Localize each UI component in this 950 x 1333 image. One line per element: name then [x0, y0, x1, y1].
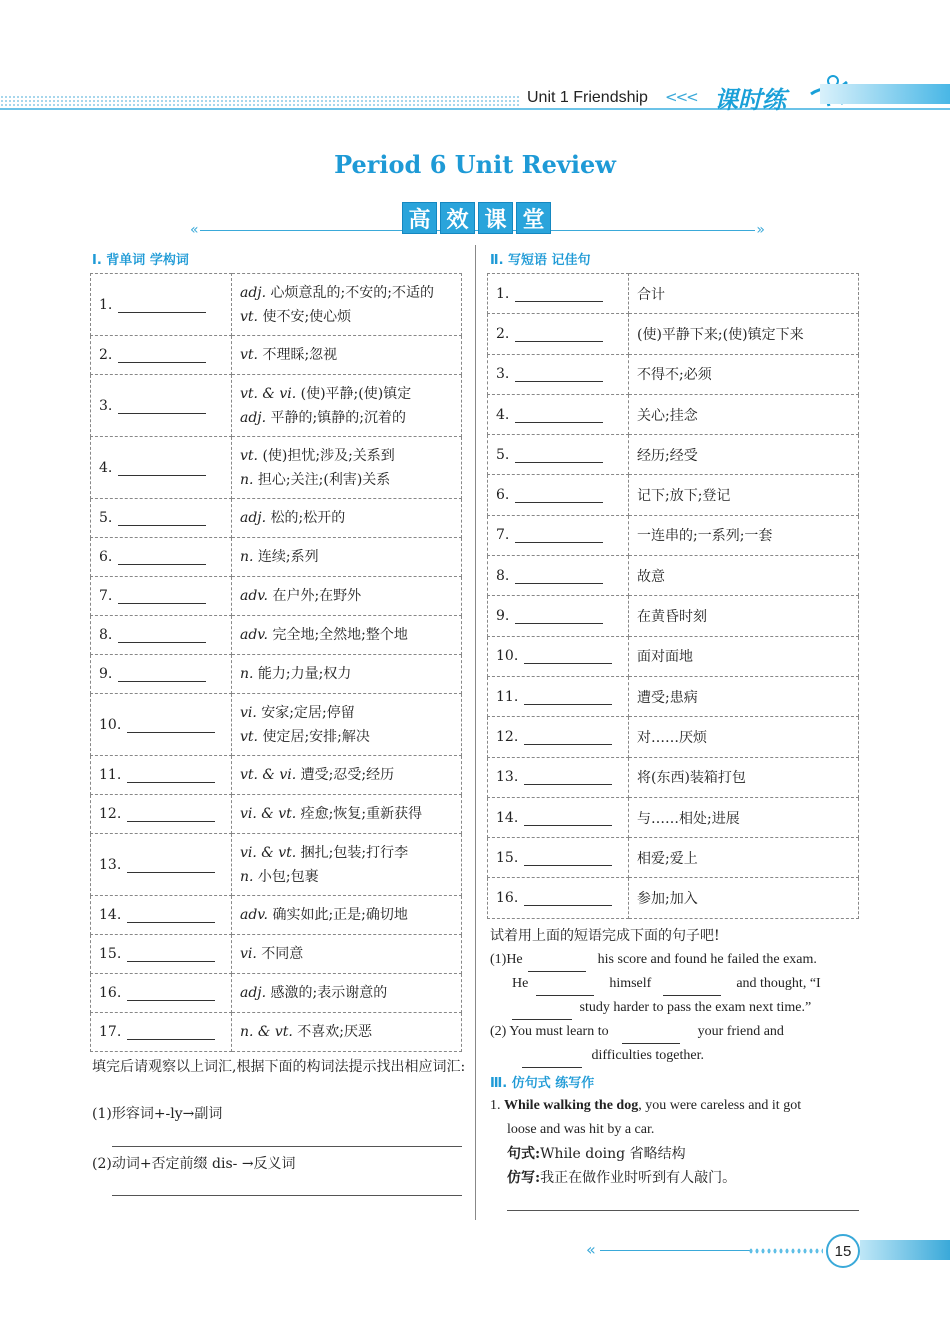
- part-of-speech: adj.: [240, 409, 267, 426]
- fill-blank[interactable]: [524, 649, 612, 664]
- part-of-speech: vt.: [240, 308, 258, 325]
- fill-blank[interactable]: [524, 770, 612, 785]
- part-of-speech: adj.: [240, 985, 267, 1001]
- answer-line-3: [507, 1210, 859, 1211]
- model-rest: , you were careless and it got: [638, 1098, 802, 1113]
- definition-text: 确实如此;正是;确切地: [268, 907, 408, 923]
- vocab-number: 6.: [99, 549, 113, 565]
- vocab-definition-cell: [232, 974, 462, 1013]
- banner-char: 效: [440, 202, 475, 234]
- phrase-number: 12.: [496, 728, 519, 745]
- vocab-definition-cell: [232, 655, 462, 694]
- vocab-answer-cell: [91, 1013, 232, 1052]
- vocab-definition-cell: [232, 1013, 462, 1052]
- phrase-row: [488, 838, 859, 878]
- phrase-answer-cell: [488, 435, 629, 475]
- double-chevron-left-icon: «: [586, 1240, 596, 1259]
- phrase-row: [488, 556, 859, 596]
- vocab-row: [91, 834, 462, 896]
- definition-text: 不喜欢;厌恶: [292, 1024, 372, 1040]
- definition-text: 不理睬;忽视: [258, 347, 338, 363]
- vocab-answer-cell: [91, 655, 232, 694]
- vocab-number: 13.: [99, 856, 122, 873]
- phrase-answer-cell: [488, 515, 629, 555]
- fill-blank[interactable]: [524, 891, 612, 906]
- phrase-answer-cell: [488, 556, 629, 596]
- sentence-text: his score and found he failed the exam.: [597, 952, 817, 967]
- banner-char: 堂: [516, 202, 551, 234]
- sentence-text: He: [512, 976, 529, 991]
- vocab-answer-cell: [91, 437, 232, 499]
- definition-line: [240, 305, 453, 329]
- phrase-meaning: 参加;加入: [629, 878, 859, 918]
- definition-line: [240, 584, 453, 608]
- vocab-number: 17.: [99, 1024, 122, 1040]
- phrase-answer-cell: [488, 354, 629, 394]
- phrase-number: 6.: [496, 487, 510, 504]
- footer-rule: [600, 1250, 750, 1251]
- word-formation-note: 填完后请观察以上词汇,根据下面的构词法提示找出相应词汇:: [92, 1059, 466, 1075]
- definition-text: 遭受;忍受;经历: [296, 767, 395, 783]
- definition-line: [240, 725, 453, 749]
- vocab-definition-cell: [232, 577, 462, 616]
- definition-line: [240, 942, 453, 966]
- vocab-answer-cell: [91, 616, 232, 655]
- vocab-definition-cell: [232, 375, 462, 437]
- vocab-row: [91, 935, 462, 974]
- definition-line: [240, 406, 453, 430]
- part-of-speech: adv.: [240, 588, 269, 604]
- part-of-speech: n.: [240, 549, 254, 565]
- vocab-number: 7.: [99, 588, 113, 604]
- phrase-row: [488, 676, 859, 716]
- part-of-speech: vt.: [240, 347, 258, 363]
- vocab-number: 2.: [99, 347, 113, 363]
- vocab-number: 9.: [99, 666, 113, 682]
- vocab-answer-cell: [91, 694, 232, 756]
- phrase-number: 1.: [496, 285, 510, 302]
- fill-blank[interactable]: [118, 628, 206, 643]
- footer-dot-pattern: [748, 1246, 823, 1256]
- phrase-number: 16.: [496, 890, 519, 907]
- phrase-answer-cell: [488, 274, 629, 314]
- fill-blank[interactable]: [515, 528, 603, 543]
- definition-line: [240, 903, 453, 927]
- definition-text: 感激的;表示谢意的: [266, 985, 388, 1001]
- definition-line: [240, 468, 453, 492]
- part-of-speech: n.: [240, 471, 254, 488]
- fill-blank[interactable]: [515, 408, 603, 423]
- fill-blank[interactable]: [622, 1029, 680, 1044]
- definition-line: [240, 802, 453, 826]
- part-of-speech: adj.: [240, 284, 267, 301]
- definition-line: [240, 343, 453, 367]
- fill-blank[interactable]: [127, 947, 215, 962]
- phrase-row: [488, 515, 859, 555]
- fill-blank[interactable]: [522, 1053, 582, 1068]
- phrase-row: [488, 636, 859, 676]
- vocab-row: [91, 694, 462, 756]
- phrase-answer-cell: [488, 838, 629, 878]
- phrase-row: [488, 354, 859, 394]
- fill-blank[interactable]: [127, 768, 215, 783]
- definition-line: [240, 506, 453, 530]
- vocab-answer-cell: [91, 756, 232, 795]
- phrase-row: [488, 878, 859, 918]
- page-title: Period 6 Unit Review: [334, 150, 616, 179]
- vocab-definition-cell: [232, 538, 462, 577]
- phrase-meaning: 一连串的;一系列;一套: [629, 515, 859, 555]
- phrase-answer-cell: [488, 797, 629, 837]
- vocab-number: 3.: [99, 397, 113, 414]
- vocab-answer-cell: [91, 375, 232, 437]
- phrase-meaning: 对……厌烦: [629, 717, 859, 757]
- definition-line: [240, 841, 453, 865]
- phrase-meaning: 在黄昏时刻: [629, 596, 859, 636]
- vocab-number: 10.: [99, 716, 122, 733]
- part-of-speech: adv.: [240, 907, 269, 923]
- sentence-text: (2) You must learn to: [490, 1024, 609, 1039]
- vocab-row: [91, 756, 462, 795]
- sentence-text: your friend and: [697, 1024, 784, 1039]
- phrase-answer-cell: [488, 596, 629, 636]
- definition-line: [240, 865, 453, 889]
- vocab-number: 14.: [99, 907, 122, 923]
- phrase-meaning: 故意: [629, 556, 859, 596]
- sentence-1-line-2: [512, 972, 862, 996]
- pattern-label: 句式:: [507, 1146, 541, 1162]
- vocab-answer-cell: [91, 336, 232, 375]
- double-chevron-right-icon: »: [756, 222, 765, 238]
- phrase-row: [488, 757, 859, 797]
- phrase-number: 4.: [496, 406, 510, 423]
- section-1-heading: Ⅰ. 背单词 学构词: [92, 253, 189, 268]
- definition-line: [240, 763, 453, 787]
- answer-line-2: [112, 1195, 462, 1196]
- phrase-meaning: 合计: [629, 274, 859, 314]
- fill-blank[interactable]: [524, 690, 612, 705]
- definition-text: 能力;力量;权力: [253, 666, 352, 682]
- phrase-row: [488, 797, 859, 837]
- fill-blank[interactable]: [515, 327, 603, 342]
- banner-char: 高: [402, 202, 437, 234]
- phrase-table: [487, 273, 859, 919]
- phrase-row: [488, 274, 859, 314]
- header-dot-pattern: [0, 95, 520, 107]
- sentence-2-line-1: [490, 1020, 862, 1044]
- phrase-number: 8.: [496, 567, 510, 584]
- fill-blank[interactable]: [528, 957, 586, 972]
- phrase-row: [488, 435, 859, 475]
- definition-line: [240, 545, 453, 569]
- phrase-number: 5.: [496, 446, 510, 463]
- phrase-answer-cell: [488, 636, 629, 676]
- model-sentence-line-2: loose and was hit by a car.: [507, 1122, 655, 1137]
- vocab-number: 5.: [99, 510, 113, 526]
- definition-text: 痊愈;恢复;重新获得: [296, 806, 423, 822]
- sentence-1-line-3: [512, 996, 862, 1020]
- definition-text: 不同意: [256, 946, 304, 962]
- imitate-label: 仿写:: [507, 1170, 541, 1186]
- phrase-answer-cell: [488, 676, 629, 716]
- phrase-answer-cell: [488, 757, 629, 797]
- fill-blank[interactable]: [118, 667, 206, 682]
- model-sentence-line-1: [490, 1094, 862, 1118]
- part-of-speech: vt.: [240, 447, 258, 464]
- vocab-number: 12.: [99, 806, 122, 822]
- phrase-meaning: 相爱;爱上: [629, 838, 859, 878]
- definition-text: 连续;系列: [253, 549, 319, 565]
- vocab-number: 1.: [99, 296, 113, 313]
- fill-blank[interactable]: [127, 986, 215, 1001]
- definition-text: 使不安;使心烦: [258, 308, 352, 325]
- vocab-row: [91, 499, 462, 538]
- definition-line: [240, 981, 453, 1005]
- fill-blank[interactable]: [512, 1005, 572, 1020]
- fill-blank[interactable]: [127, 908, 215, 923]
- vocab-row: [91, 274, 462, 336]
- phrase-meaning: 记下;放下;登记: [629, 475, 859, 515]
- phrase-answer-cell: [488, 878, 629, 918]
- footer-gradient-strip: [860, 1240, 950, 1260]
- fill-blank[interactable]: [515, 488, 603, 503]
- phrase-number: 15.: [496, 849, 519, 866]
- fill-blank[interactable]: [515, 609, 603, 624]
- phrase-answer-cell: [488, 394, 629, 434]
- fill-blank[interactable]: [524, 811, 612, 826]
- vocab-definition-cell: [232, 437, 462, 499]
- double-chevron-left-icon: «: [190, 222, 199, 238]
- vocab-answer-cell: [91, 974, 232, 1013]
- definition-text: 使定居;安排;解决: [258, 728, 370, 745]
- section-3-heading: Ⅲ. 仿句式 练写作: [490, 1076, 595, 1091]
- phrase-meaning: (使)平静下来;(使)镇定下来: [629, 314, 859, 354]
- fill-blank[interactable]: [127, 858, 215, 873]
- vocab-row: [91, 336, 462, 375]
- fill-blank[interactable]: [127, 807, 215, 822]
- sentence-1-line-1: [490, 948, 860, 972]
- definition-line: [240, 662, 453, 686]
- definition-text: (使)平静;(使)镇定: [296, 385, 412, 402]
- vocab-number: 11.: [99, 767, 122, 783]
- vocabulary-table: [90, 273, 462, 1052]
- model-phrase: While walking the dog: [504, 1098, 639, 1113]
- phrase-number: 13.: [496, 769, 519, 786]
- phrase-number: 7.: [496, 527, 510, 544]
- definition-text: 担心;关注;(利害)关系: [253, 471, 391, 488]
- definition-text: 完全地;全然地;整个地: [268, 627, 408, 643]
- phrase-number: 3.: [496, 366, 510, 383]
- exercise-prompt: 试着用上面的短语完成下面的句子吧!: [490, 928, 720, 944]
- fill-blank[interactable]: [127, 718, 215, 733]
- fill-blank[interactable]: [524, 730, 612, 745]
- fill-blank[interactable]: [118, 348, 206, 363]
- sentence-text: study harder to pass the exam next time.”: [579, 1000, 812, 1015]
- fill-blank[interactable]: [515, 367, 603, 382]
- pattern-line: [507, 1142, 686, 1166]
- part-of-speech: n.: [240, 868, 254, 885]
- vocab-answer-cell: [91, 274, 232, 336]
- sentence-text: difficulties together.: [591, 1048, 704, 1063]
- vocab-number: 8.: [99, 627, 113, 643]
- phrase-number: 10.: [496, 648, 519, 665]
- fill-blank[interactable]: [118, 461, 206, 476]
- rule-antonym: (2)动词+否定前缀 dis- →反义词: [92, 1156, 296, 1172]
- column-divider: [475, 245, 476, 1220]
- phrase-answer-cell: [488, 475, 629, 515]
- phrase-row: [488, 475, 859, 515]
- unit-label: Unit 1 Friendship: [527, 89, 648, 106]
- vocab-row: [91, 616, 462, 655]
- phrase-meaning: 将(东西)装箱打包: [629, 757, 859, 797]
- phrase-number: 9.: [496, 608, 510, 625]
- answer-line-1: [112, 1146, 462, 1147]
- vocab-definition-cell: [232, 336, 462, 375]
- pattern-text: While doing 省略结构: [540, 1146, 686, 1162]
- item-number: 1.: [490, 1098, 501, 1113]
- fill-blank[interactable]: [524, 851, 612, 866]
- header-gradient-strip: [820, 84, 950, 104]
- phrase-number: 11.: [496, 688, 519, 705]
- vocab-answer-cell: [91, 896, 232, 935]
- phrase-number: 2.: [496, 325, 510, 342]
- vocab-number: 15.: [99, 946, 122, 962]
- definition-line: [240, 444, 453, 468]
- sentence-2-line-2: [522, 1044, 862, 1068]
- fill-blank[interactable]: [536, 981, 594, 996]
- phrase-meaning: 面对面地: [629, 636, 859, 676]
- vocab-definition-cell: [232, 499, 462, 538]
- phrase-row: [488, 314, 859, 354]
- vocab-answer-cell: [91, 577, 232, 616]
- fill-blank[interactable]: [118, 511, 206, 526]
- vocab-row: [91, 437, 462, 499]
- part-of-speech: vi.: [240, 946, 257, 962]
- part-of-speech: n.: [240, 666, 254, 682]
- phrase-row: [488, 596, 859, 636]
- fill-blank[interactable]: [118, 550, 206, 565]
- definition-text: 捆扎;包装;打行李: [296, 844, 409, 861]
- phrase-answer-cell: [488, 314, 629, 354]
- definition-text: 在户外;在野外: [268, 588, 362, 604]
- definition-line: [240, 281, 453, 305]
- vocab-row: [91, 538, 462, 577]
- fill-blank[interactable]: [118, 298, 206, 313]
- chevron-left-icon: <<<: [665, 88, 697, 106]
- phrase-meaning: 不得不;必须: [629, 354, 859, 394]
- phrase-meaning: 关心;挂念: [629, 394, 859, 434]
- vocab-definition-cell: [232, 274, 462, 336]
- vocab-definition-cell: [232, 756, 462, 795]
- vocab-answer-cell: [91, 834, 232, 896]
- definition-text: 松的;松开的: [266, 510, 346, 526]
- definition-line: [240, 623, 453, 647]
- phrase-row: [488, 717, 859, 757]
- definition-line: [240, 382, 453, 406]
- part-of-speech: adj.: [240, 510, 267, 526]
- vocab-definition-cell: [232, 694, 462, 756]
- phrase-number: 14.: [496, 809, 519, 826]
- vocab-row: [91, 974, 462, 1013]
- sentence-text: (1)He: [490, 952, 523, 967]
- fill-blank[interactable]: [127, 1025, 215, 1040]
- fill-blank[interactable]: [118, 589, 206, 604]
- imitate-text: 我正在做作业时听到有人敲门。: [540, 1170, 737, 1186]
- vocab-definition-cell: [232, 935, 462, 974]
- brand-title: 课时练: [714, 86, 786, 114]
- phrase-row: [488, 394, 859, 434]
- fill-blank[interactable]: [118, 399, 206, 414]
- vocab-definition-cell: [232, 834, 462, 896]
- section-2-heading: Ⅱ. 写短语 记佳句: [490, 253, 591, 268]
- phrase-meaning: 遭受;患病: [629, 676, 859, 716]
- vocab-row: [91, 1013, 462, 1052]
- phrase-meaning: 经历;经受: [629, 435, 859, 475]
- part-of-speech: n. & vt.: [240, 1024, 293, 1040]
- section-banner: [190, 200, 765, 238]
- fill-blank[interactable]: [515, 448, 603, 463]
- fill-blank[interactable]: [663, 981, 721, 996]
- definition-text: 小包;包裹: [253, 868, 319, 885]
- part-of-speech: vi. & vt.: [240, 806, 297, 822]
- vocab-row: [91, 375, 462, 437]
- fill-blank[interactable]: [515, 287, 603, 302]
- definition-line: [240, 701, 453, 725]
- vocab-answer-cell: [91, 935, 232, 974]
- definition-text: (使)担忧;涉及;关系到: [258, 447, 395, 464]
- part-of-speech: vt. & vi.: [240, 767, 297, 783]
- vocab-number: 16.: [99, 985, 122, 1001]
- vocab-row: [91, 577, 462, 616]
- vocab-row: [91, 795, 462, 834]
- fill-blank[interactable]: [515, 569, 603, 584]
- definition-text: 平静的;镇静的;沉着的: [266, 409, 406, 426]
- part-of-speech: vi.: [240, 704, 257, 721]
- part-of-speech: vt.: [240, 728, 258, 745]
- imitate-line: [507, 1166, 736, 1190]
- vocab-definition-cell: [232, 616, 462, 655]
- part-of-speech: adv.: [240, 627, 269, 643]
- page-number: 15: [826, 1234, 860, 1268]
- phrase-meaning: 与……相处;进展: [629, 797, 859, 837]
- part-of-speech: vt. & vi.: [240, 385, 297, 402]
- phrase-answer-cell: [488, 717, 629, 757]
- vocab-definition-cell: [232, 795, 462, 834]
- vocab-answer-cell: [91, 538, 232, 577]
- definition-text: 安家;定居;停留: [256, 704, 355, 721]
- vocab-definition-cell: [232, 896, 462, 935]
- part-of-speech: vi. & vt.: [240, 844, 297, 861]
- vocab-row: [91, 655, 462, 694]
- vocab-answer-cell: [91, 795, 232, 834]
- sentence-text: and thought, “I: [736, 976, 821, 991]
- vocab-answer-cell: [91, 499, 232, 538]
- banner-char: 课: [478, 202, 513, 234]
- sentence-text: himself: [609, 976, 652, 991]
- vocab-row: [91, 896, 462, 935]
- rule-adverb: (1)形容词+-ly→副词: [92, 1106, 223, 1122]
- vocab-number: 4.: [99, 459, 113, 476]
- banner-title: [402, 202, 551, 234]
- definition-text: 心烦意乱的;不安的;不适的: [266, 284, 434, 301]
- definition-line: [240, 1020, 453, 1044]
